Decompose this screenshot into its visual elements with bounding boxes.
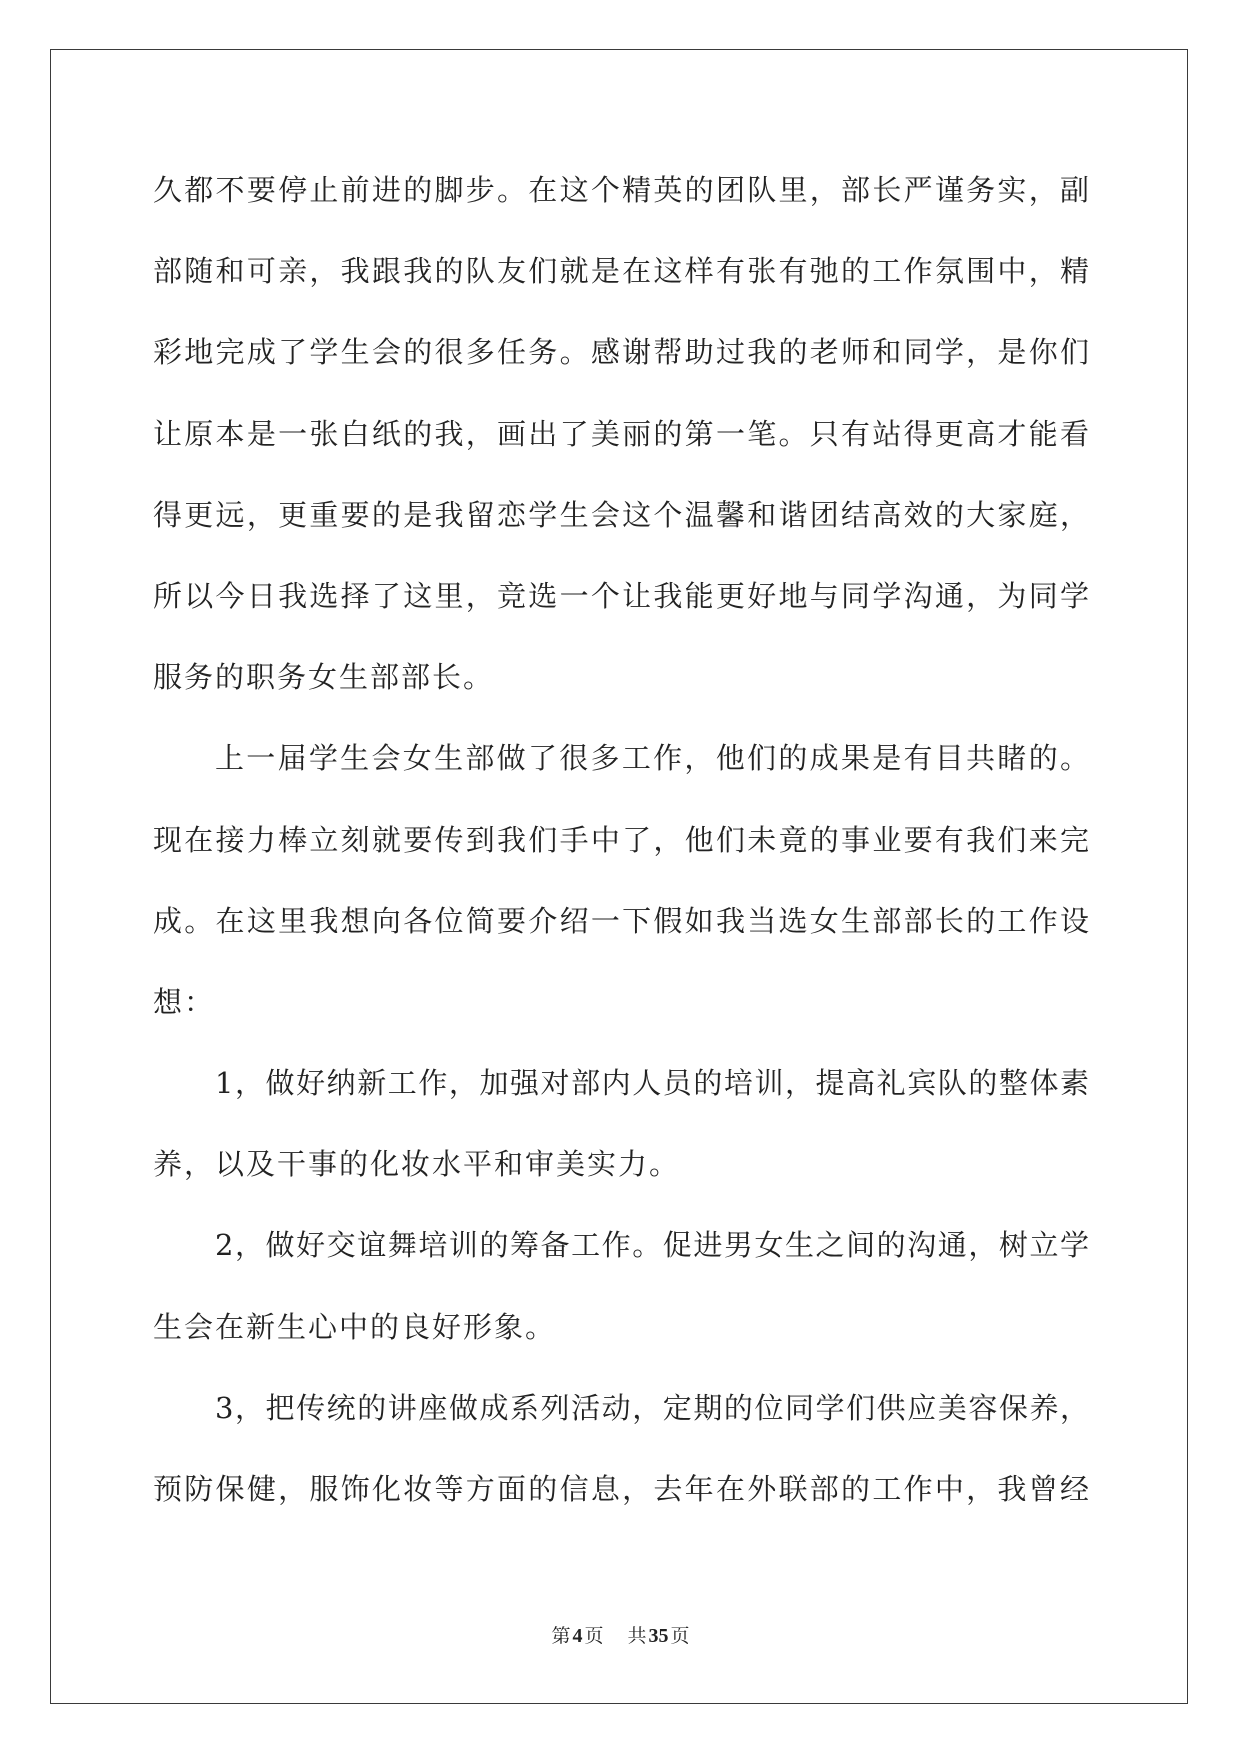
text-line: 养，以及干事的化妆水平和审美实力。: [153, 1147, 681, 1182]
text-line: 成。在这里我想向各位简要介绍一下假如我当选女生部部长的工作设: [153, 903, 1089, 938]
text-line: 所以今日我选择了这里，竞选一个让我能更好地与同学沟通，为同学: [153, 578, 1089, 613]
page-number: 4: [572, 1625, 583, 1647]
text-line: 让原本是一张白纸的我，画出了美丽的第一笔。只有站得更高才能看: [153, 416, 1089, 451]
text-line: 生会在新生心中的良好形象。: [153, 1309, 557, 1344]
page-suffix: 页: [584, 1625, 604, 1647]
text-line: 彩地完成了学生会的很多任务。感谢帮助过我的老师和同学，是你们: [153, 335, 1089, 370]
text-line: 上一届学生会女生部做了很多工作，他们的成果是有目共睹的。: [215, 741, 1089, 776]
paragraph-list-item-3: [153, 1368, 1089, 1530]
body-text: [153, 150, 1089, 1530]
text-line: 得更远，更重要的是我留恋学生会这个温馨和谐团结高效的大家庭，: [153, 497, 1089, 532]
total-suffix: 页: [670, 1625, 690, 1647]
total-pages-indicator: [628, 1625, 690, 1647]
text-line: 现在接力棒立刻就要传到我们手中了，他们未竟的事业要有我们来完: [153, 822, 1089, 857]
paragraph-list-item-2: [153, 1205, 1089, 1367]
paragraph-continued: [153, 150, 1089, 718]
paragraph: [153, 718, 1089, 1043]
text-line: 预防保健，服饰化妆等方面的信息，去年在外联部的工作中，我曾经: [153, 1472, 1089, 1506]
text-line: 想：: [153, 984, 216, 1019]
text-line: 部随和可亲，我跟我的队友们就是在这样有张有弛的工作氛围中，精: [153, 254, 1089, 289]
page-footer: [0, 1622, 1241, 1650]
page-indicator: [551, 1625, 609, 1647]
total-pages: 35: [648, 1625, 669, 1647]
text-line: 久都不要停止前进的脚步。在这个精英的团队里，部长严谨务实，副: [153, 173, 1089, 207]
paragraph-list-item-1: [153, 1043, 1089, 1205]
page-prefix: 第: [551, 1625, 571, 1647]
text-line: 服务的职务女生部部长。: [153, 660, 495, 695]
total-prefix: 共: [627, 1625, 647, 1647]
text-line: 1，做好纳新工作，加强对部内人员的培训，提高礼宾队的整体素: [215, 1066, 1089, 1101]
text-line: 3，把传统的讲座做成系列活动，定期的位同学们供应美容保养，: [215, 1390, 1089, 1425]
text-line: 2，做好交谊舞培训的筹备工作。促进男女生之间的沟通，树立学: [215, 1228, 1089, 1263]
